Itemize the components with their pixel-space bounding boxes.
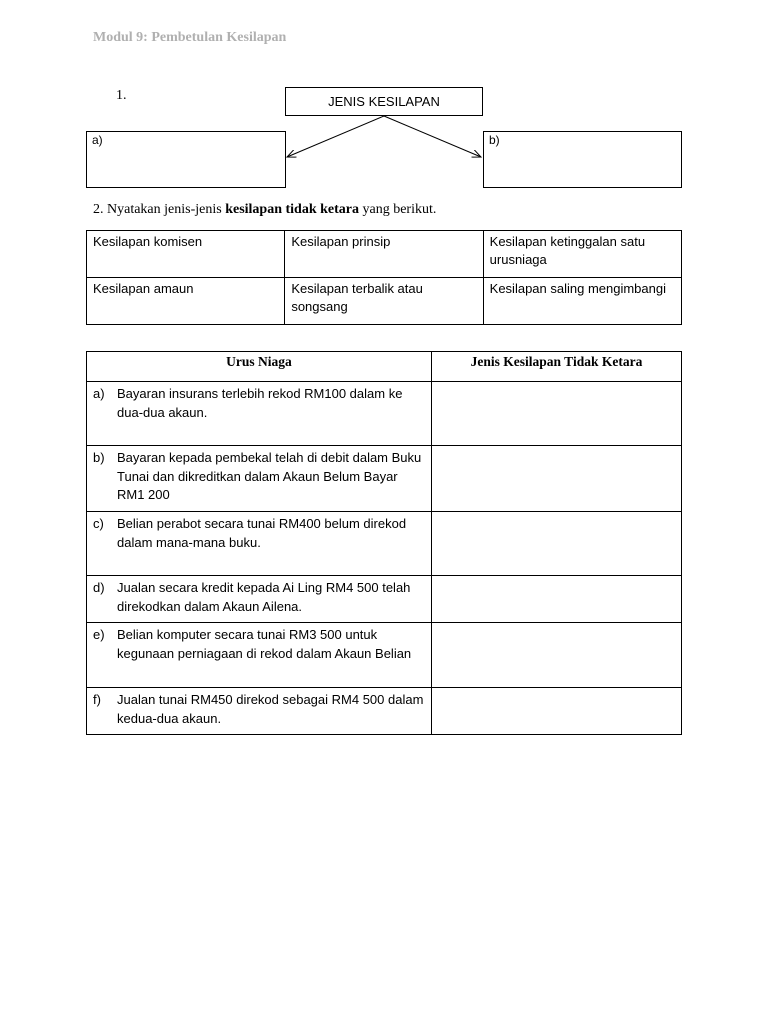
row-label: a) <box>93 386 105 401</box>
row-text: Belian komputer secara tunai RM3 500 untuk kegunaan perniagaan di rekod dalam Akaun Belian <box>117 627 412 661</box>
row-label: e) <box>93 627 105 642</box>
row-label: d) <box>93 580 105 595</box>
answer-box-b-label: b) <box>489 133 500 147</box>
answer-cell[interactable] <box>432 382 682 446</box>
row-text: Bayaran insurans terlebih rekod RM100 dalam ke dua-dua akaun. <box>117 386 403 420</box>
transaction-cell <box>87 446 432 512</box>
table-header-row <box>87 352 682 382</box>
column-header-jenis-kesilapan: Jenis Kesilapan Tidak Ketara <box>432 352 682 382</box>
error-types-table <box>86 230 682 325</box>
row-text: Belian perabot secara tunai RM400 belum direkod dalam mana-mana buku. <box>117 516 407 550</box>
question-2 <box>93 202 436 218</box>
table-row <box>87 382 682 446</box>
table-row <box>87 623 682 688</box>
transaction-cell <box>87 623 432 688</box>
row-label: f) <box>93 692 101 707</box>
question-2-suffix: yang berikut. <box>359 202 437 217</box>
answer-cell[interactable] <box>432 688 682 735</box>
transaction-cell <box>87 688 432 735</box>
answer-box-b[interactable] <box>483 131 682 188</box>
arrow-right <box>384 116 481 157</box>
arrow-left <box>287 116 384 157</box>
row-label: c) <box>93 516 104 531</box>
row-text: Bayaran kepada pembekal telah di debit dalam Buku Tunai dan dikreditkan dalam Akaun Belum Bayar RM1 200 <box>117 450 422 502</box>
table-cell: Kesilapan saling mengimbangi <box>483 278 681 325</box>
table-cell: Kesilapan komisen <box>87 231 285 278</box>
transaction-cell <box>87 576 432 623</box>
transaction-cell <box>87 512 432 576</box>
root-box: JENIS KESILAPAN <box>285 87 483 116</box>
table-row <box>87 278 682 325</box>
question-2-bold: kesilapan tidak ketara <box>225 202 359 217</box>
page-header: Modul 9: Pembetulan Kesilapan <box>93 30 287 45</box>
column-header-urus-niaga: Urus Niaga <box>87 352 432 382</box>
row-text: Jualan tunai RM450 direkod sebagai RM4 500 dalam kedua-dua akaun. <box>117 692 424 726</box>
row-label: b) <box>93 450 105 465</box>
transactions-table <box>86 351 682 735</box>
table-row <box>87 688 682 735</box>
table-cell: Kesilapan prinsip <box>285 231 483 278</box>
answer-cell[interactable] <box>432 623 682 688</box>
answer-cell[interactable] <box>432 446 682 512</box>
table-row <box>87 446 682 512</box>
table-cell: Kesilapan ketinggalan satu urusniaga <box>483 231 681 278</box>
answer-cell[interactable] <box>432 512 682 576</box>
table-row <box>87 512 682 576</box>
table-row <box>87 231 682 278</box>
table-cell: Kesilapan amaun <box>87 278 285 325</box>
question-2-prefix: 2. Nyatakan jenis-jenis <box>93 202 226 217</box>
table-row <box>87 576 682 623</box>
answer-box-a-label: a) <box>92 133 103 147</box>
answer-cell[interactable] <box>432 576 682 623</box>
row-text: Jualan secara kredit kepada Ai Ling RM4 500 telah direkodkan dalam Akaun Ailena. <box>117 580 411 614</box>
answer-box-a[interactable] <box>86 131 286 188</box>
table-cell: Kesilapan terbalik atau songsang <box>285 278 483 325</box>
question-1-number: 1. <box>116 88 127 103</box>
transaction-cell <box>87 382 432 446</box>
